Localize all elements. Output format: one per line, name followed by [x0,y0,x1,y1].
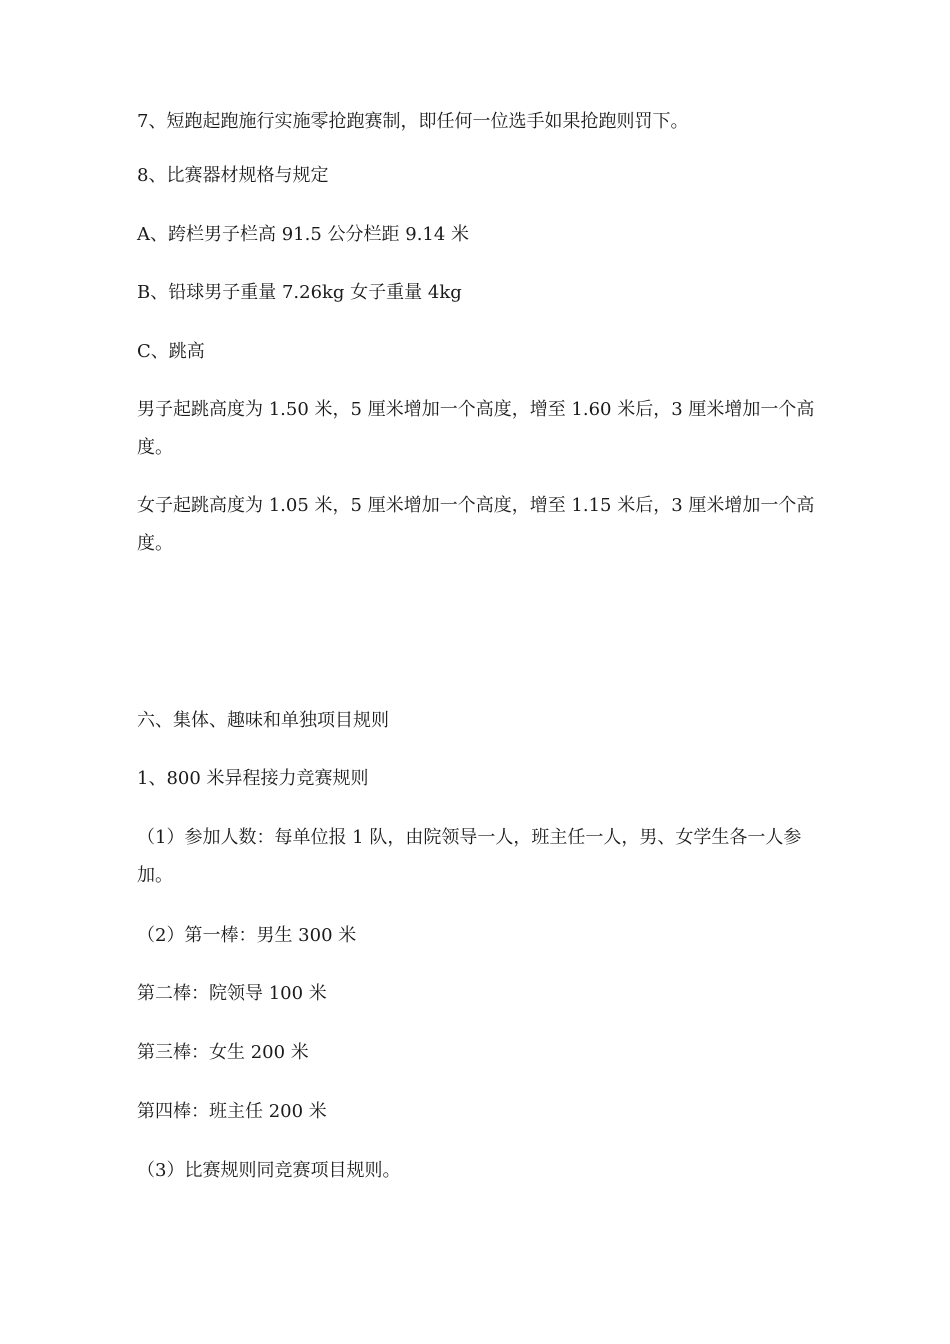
hurdles-spec: A、跨栏男子栏高 91.5 公分栏距 9.14 米 [137,224,470,245]
relay-leg-1: （2）第一棒：男生 300 米 [137,925,357,946]
high-jump-women: 女子起跳高度为 1.05 米，5 厘米增加一个高度，增至 1.15 米后，3 厘米增加一个高度。 [137,495,815,554]
section-six-heading: 六、集体、趣味和单独项目规则 [137,710,389,731]
high-jump-men: 男子起跳高度为 1.50 米，5 厘米增加一个高度，增至 1.60 米后，3 厘米增加一个高度。 [137,399,815,458]
relay-rules-note: （3）比赛规则同竞赛项目规则。 [137,1160,401,1181]
relay-leg-2: 第二棒：院领导 100 米 [137,983,327,1004]
relay-leg-3: 第三棒：女生 200 米 [137,1042,309,1063]
relay-leg-4: 第四棒：班主任 200 米 [137,1101,327,1122]
equipment-heading: 8、比赛器材规格与规定 [137,165,329,186]
high-jump-heading: C、跳高 [137,341,205,362]
relay-heading: 1、800 米异程接力竞赛规则 [137,768,369,789]
rule-false-start: 7、短跑起跑施行实施零抢跑赛制，即任何一位选手如果抢跑则罚下。 [137,111,689,132]
shot-put-spec: B、铅球男子重量 7.26kg 女子重量 4kg [137,282,462,303]
relay-participants: （1）参加人数：每单位报 1 队，由院领导一人，班主任一人，男、女学生各一人参加。 [137,827,802,886]
